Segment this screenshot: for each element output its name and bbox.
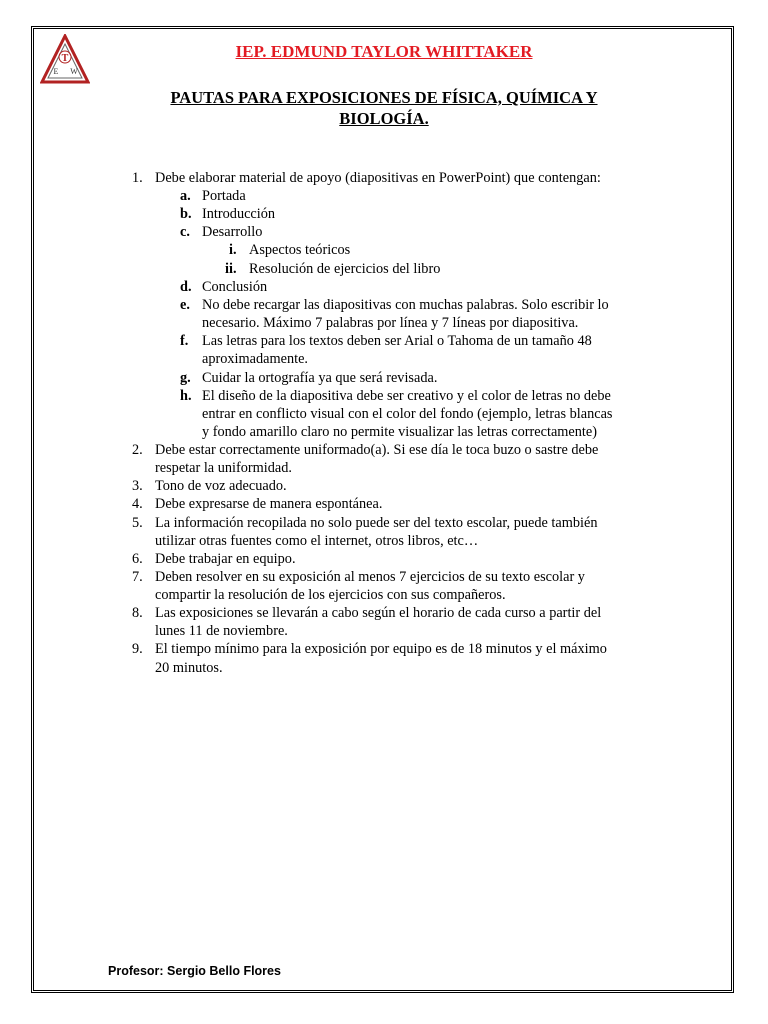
- item-text: utilizar otras fuentes como el internet, otros libros, etc…: [155, 533, 479, 549]
- subitem-text: entrar en conflicto visual con el color del fondo (ejemplo, letras blancas: [202, 406, 613, 422]
- item-number: 6.: [132, 551, 143, 567]
- item-number: 9.: [132, 641, 143, 657]
- item-number: 8.: [132, 605, 143, 621]
- subitem-text: Conclusión: [202, 279, 268, 295]
- roman-numeral: i.: [229, 242, 237, 258]
- item-text: Tono de voz adecuado.: [155, 478, 287, 494]
- title-line: BIOLOGÍA.: [339, 109, 429, 128]
- item-text: El tiempo mínimo para la exposición por equipo es de 18 minutos y el máximo: [155, 641, 607, 657]
- item-text: La información recopilada no solo puede ser del texto escolar, puede también: [155, 515, 598, 531]
- item-text: compartir la resolución de los ejercicios con sus compañeros.: [155, 587, 506, 603]
- subitem-letter: h.: [180, 388, 192, 404]
- subitem-text: El diseño de la diapositiva debe ser creativo y el color de letras no debe: [202, 388, 611, 404]
- subitem-letter: f.: [180, 333, 189, 349]
- item-number: 5.: [132, 515, 143, 531]
- subitem-text: Desarrollo: [202, 224, 263, 240]
- item-text: 20 minutos.: [155, 660, 223, 676]
- item-text: lunes 11 de noviembre.: [155, 623, 288, 639]
- item-text: Deben resolver en su exposición al menos 7 ejercicios de su texto escolar y: [155, 569, 585, 585]
- roman-numeral: ii.: [225, 261, 237, 277]
- subitem-letter: b.: [180, 206, 192, 222]
- subitem-text: necesario. Máximo 7 palabras por línea y 7 líneas por diapositiva.: [202, 315, 579, 331]
- item-text: Debe elaborar material de apoyo (diapositivas en PowerPoint) que contengan:: [155, 170, 601, 186]
- subitem-text: y fondo amarillo claro no permite visualizar las letras correctamente): [202, 424, 597, 440]
- item-number: 2.: [132, 442, 143, 458]
- subitem-text: Aspectos teóricos: [249, 242, 351, 258]
- subitem-text: Cuidar la ortografía ya que será revisada.: [202, 370, 438, 386]
- item-number: 1.: [132, 170, 143, 186]
- item-text: Las exposiciones se llevarán a cabo según el horario de cada curso a partir del: [155, 605, 602, 621]
- logo-letter-e: E: [53, 67, 59, 76]
- subitem-text: Portada: [202, 188, 246, 204]
- subitem-text: Resolución de ejercicios del libro: [249, 261, 441, 277]
- subitem-letter: d.: [180, 279, 192, 295]
- subitem-letter: g.: [180, 370, 191, 386]
- item-number: 4.: [132, 496, 143, 512]
- subitem-letter: a.: [180, 188, 191, 204]
- document-title: [150, 87, 618, 129]
- title-line: PAUTAS PARA EXPOSICIONES DE FÍSICA, QUÍMICA Y: [170, 88, 598, 107]
- teacher-signature: Profesor: Sergio Bello Flores: [108, 964, 281, 978]
- subitem-text: Introducción: [202, 206, 276, 222]
- item-text: respetar la uniformidad.: [155, 460, 292, 476]
- item-text: Debe trabajar en equipo.: [155, 551, 296, 567]
- subitem-text: No debe recargar las diapositivas con muchas palabras. Solo escribir lo: [202, 297, 609, 313]
- subitem-text: aproximadamente.: [202, 351, 308, 367]
- logo-letter-w: W: [70, 67, 78, 76]
- school-name: IEP. EDMUND TAYLOR WHITTAKER: [235, 42, 533, 61]
- subitem-letter: e.: [180, 297, 190, 313]
- item-number: 7.: [132, 569, 143, 585]
- item-text: Debe estar correctamente uniformado(a). Si ese día le toca buzo o sastre debe: [155, 442, 599, 458]
- subitem-text: Las letras para los textos deben ser Arial o Tahoma de un tamaño 48: [202, 333, 592, 349]
- logo-letter-t: T: [61, 53, 69, 64]
- item-text: Debe expresarse de manera espontánea.: [155, 496, 383, 512]
- item-number: 3.: [132, 478, 143, 494]
- subitem-letter: c.: [180, 224, 190, 240]
